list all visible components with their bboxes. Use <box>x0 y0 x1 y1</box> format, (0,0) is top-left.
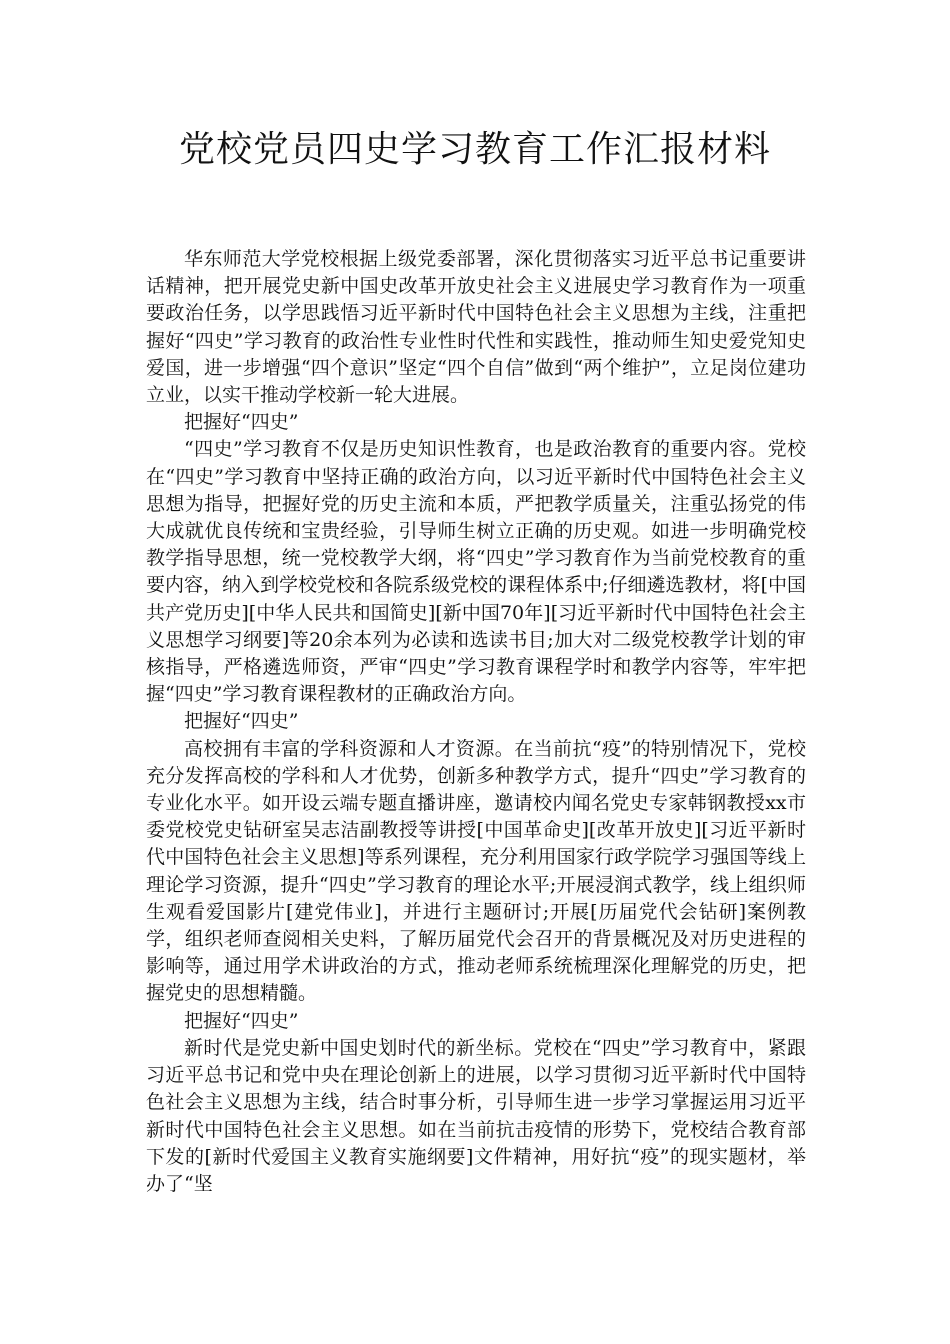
paragraph-section-1: “四史”学习教育不仅是历史知识性教育，也是政治教育的重要内容。党校在“四史”学习教育中坚持正确的政治方向，以习近平新时代中国特色社会主义思想为指导，把握好党的历史主流和本质，严把教学质量关，注重弘扬党的伟大成就优良传统和宝贵经验，引导师生树立正确的历史观。如进一步明确党校教学指导思想，统一党校教学大纲，将“四史”学习教育作为当前党校教育的重要内容，纳入到学校党校和各院系级党校的课程体系中;仔细遴选教材，将[中国共产党历史][中华人民共和国简史][新中国70年][习近平新时代中国特色社会主义思想学习纲要]等20余本列为必读和选读书目;加大对二级党校教学计划的审核指导，严格遴选师资，严审“四史”学习教育课程学时和教学内容等，牢牢把握“四史”学习教育课程教材的正确政治方向。 <box>146 438 806 706</box>
section-heading-2: 把握好“四史” <box>184 710 299 733</box>
document-title: 党校党员四史学习教育工作汇报材料 <box>178 129 771 170</box>
section-heading-1: 把握好“四史” <box>184 411 299 434</box>
paragraph-section-2: 高校拥有丰富的学科资源和人才资源。在当前抗“疫”的特别情况下，党校充分发挥高校的学科和人才优势，创新多种教学方式，提升“四史”学习教育的专业化水平。如开设云端专题直播讲座，邀请校内闻名党史专家韩钢教授xx市委党校党史钻研室吴志洁副教授等讲授[中国革命史][改革开放史][习近平新时代中国特色社会主义思想]等系列课程，充分利用国家行政学院学习强国等线上理论学习资源，提升“四史”学习教育的理论水平;开展浸润式教学，线上组织师生观看爱国影片[建党伟业]，并进行主题研讨;开展[历届党代会钻研]案例教学，组织老师查阅相关史料，了解历届党代会召开的背景概况及对历史进程的影响等，通过用学术讲政治的方式，推动老师系统梳理深化理解党的历史，把握党史的思想精髓。 <box>146 737 806 1005</box>
document-body <box>146 246 806 1198</box>
paragraph-intro: 华东师范大学党校根据上级党委部署，深化贯彻落实习近平总书记重要讲话精神，把开展党史新中国史改革开放史社会主义进展史学习教育作为一项重要政治任务，以学思践悟习近平新时代中国特色社会主义思想为主线，注重把握好“四史”学习教育的政治性专业性时代性和实践性，推动师生知史爱党知史爱国，进一步增强“四个意识”坚定“四个自信”做到“两个维护”，立足岗位建功立业，以实干推动学校新一轮大进展。 <box>146 248 806 407</box>
section-heading-3: 把握好“四史” <box>184 1009 299 1032</box>
paragraph-section-3: 新时代是党史新中国史划时代的新坐标。党校在“四史”学习教育中，紧跟习近平总书记和党中央在理论创新上的进展，以学习贯彻习近平新时代中国特色社会主义思想为主线，结合时事分析，引导师生进一步学习掌握运用习近平新时代中国特色社会主义思想。如在当前抗击疫情的形势下，党校结合教育部下发的[新时代爱国主义教育实施纲要]文件精神，用好抗“疫”的现实题材，举办了“坚 <box>146 1036 806 1195</box>
